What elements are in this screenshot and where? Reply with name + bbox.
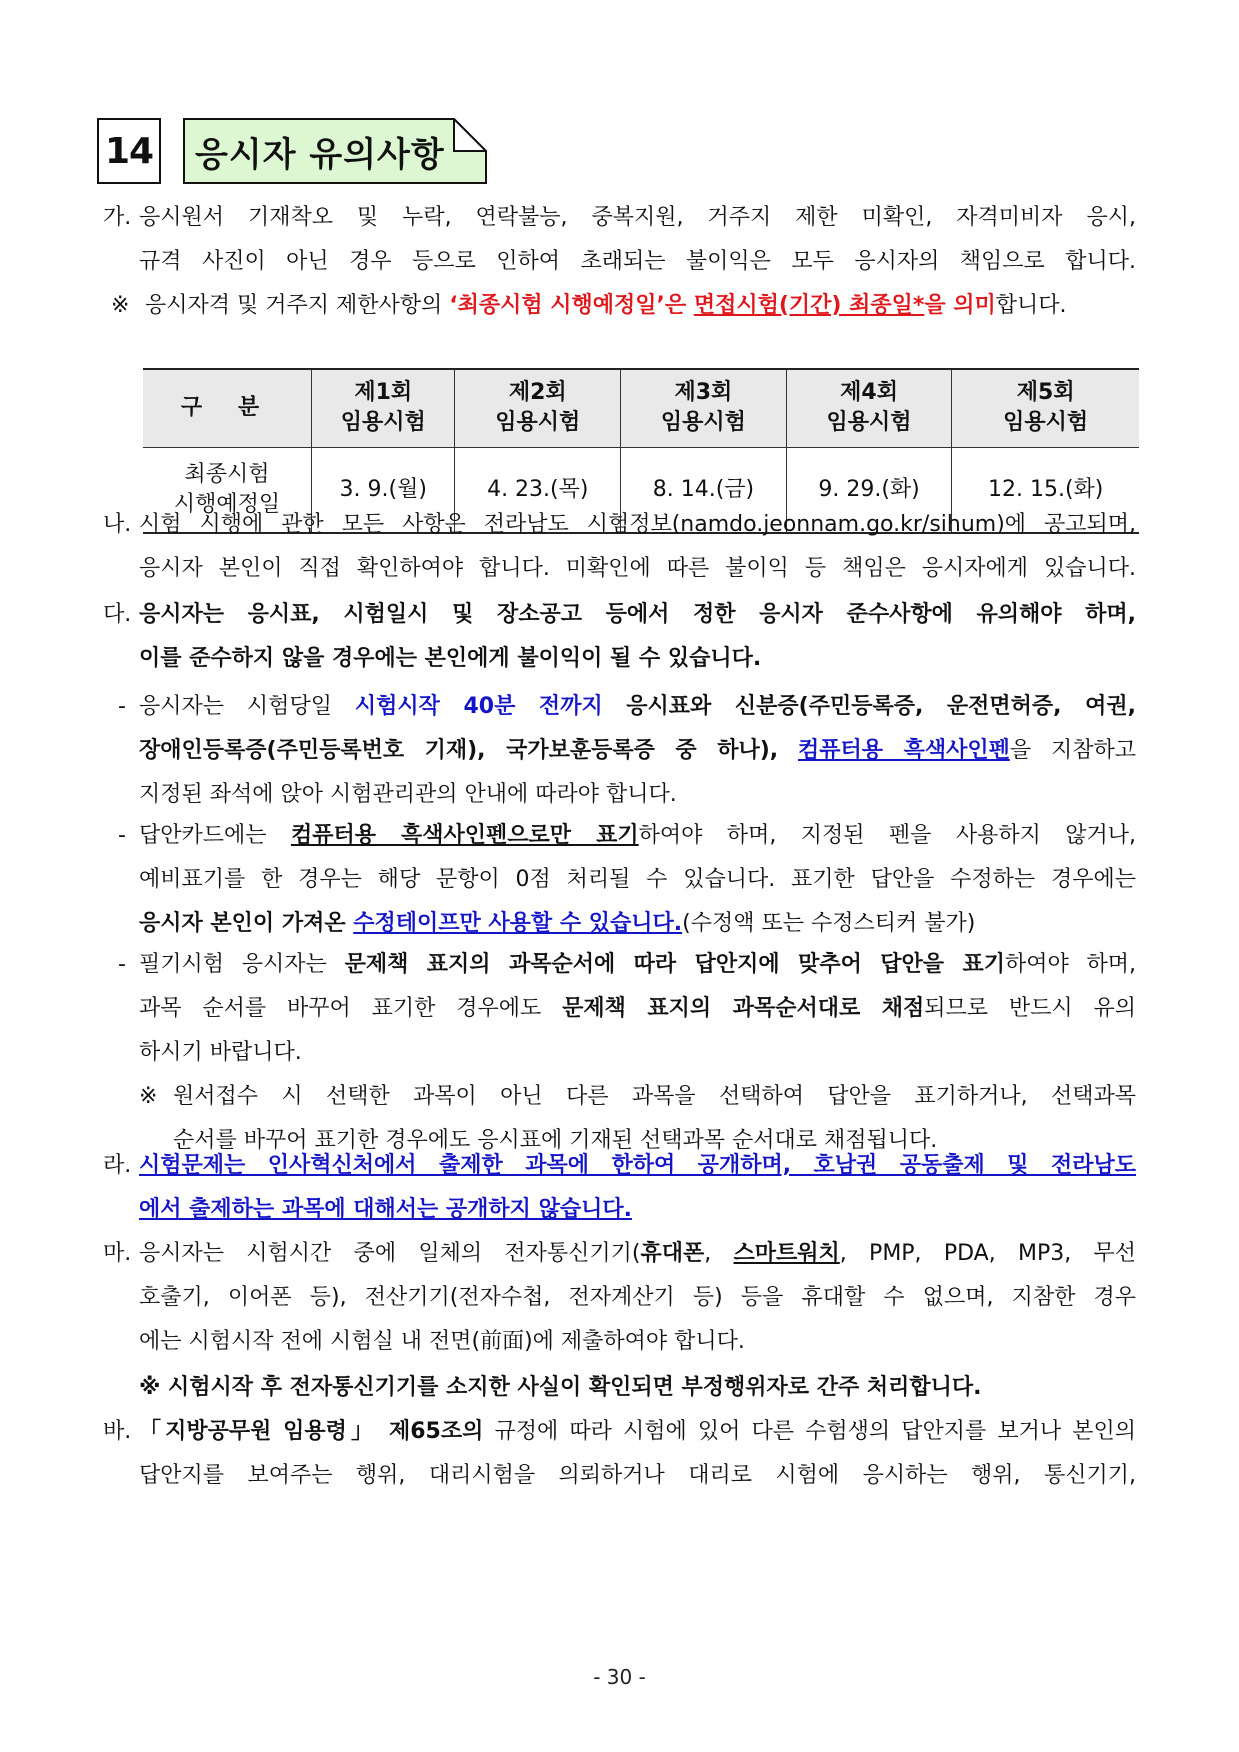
table-header-cell: 제4회 임용시험 [786, 369, 952, 447]
table-header-cell: 제1회 임용시험 [312, 369, 455, 447]
item-text: 에서 출제하는 과목에 대해서는 공개하지 않습니다. [139, 1197, 632, 1222]
item-text: 규격 사진이 아닌 경우 등으로 인하여 초래되는 불이익은 모두 응시자의 책임으로 합니다. [139, 249, 1136, 274]
item-text: 「지방공무원 임용령」 제65조의 규정에 따라 시험에 있어 다른 수험생의 답안지를 보거나 본인의 [139, 1419, 1136, 1444]
section-title-box [183, 118, 487, 184]
item-text: 응시자는 응시표, 시험일시 및 장소공고 등에서 정한 응시자 준수사항에 유의해야 하며, [139, 602, 1136, 627]
list-item: - 필기시험 응시자는 문제책 표지의 과목순서에 따라 답안지에 맞추어 답안을 표기하여야 하며, [118, 952, 1136, 977]
note-marker: ※ [111, 293, 130, 318]
item-da [103, 593, 1136, 681]
item-marker: 다. [103, 602, 132, 627]
list-item: - 답안카드에는 컴퓨터용 흑색사인펜으로만 표기하여야 하며, 지정된 펜을 사용하지 않거나, [118, 823, 1136, 848]
section-number-box: 14 [97, 118, 161, 184]
item-text: 시험 시행에 관한 모든 사항은 전라남도 시험정보(namdo.jeonnam.go.kr/sihum)에 공고되며, [139, 512, 1136, 537]
note-text: 응시자격 및 거주지 제한사항의 ‘최종시험 시행예정일’은 면접시험(기간) 최종일*을 의미합니다. [145, 293, 1067, 318]
table-header-cell: 제5회 임용시험 [952, 369, 1139, 447]
list-item: - 응시자는 시험당일 시험시작 40분 전까지 응시표와 신분증(주민등록증, 운전면허증, 여권, [118, 694, 1136, 719]
table-header-cell: 제2회 임용시험 [455, 369, 621, 447]
item-marker: 마. [103, 1241, 132, 1266]
table-cell: 12. 15.(화) [952, 447, 1139, 533]
item-marker: 나. [103, 512, 132, 537]
table-header-cell: 제3회 임용시험 [621, 369, 787, 447]
item-ga [103, 196, 1136, 328]
item-marker: 라. [103, 1153, 132, 1178]
item-text: 응시원서 기재착오 및 누락, 연락불능, 중복지원, 거주지 제한 미확인, 자격미비자 응시, [139, 205, 1136, 230]
item-text: 응시자는 시험시간 중에 일체의 전자통신기기(휴대폰, 스마트워치, PMP, PDA, MP3, 무선 [139, 1241, 1136, 1266]
page-number: - 30 - [593, 1665, 646, 1689]
item-na [103, 503, 1136, 591]
bullet-list: - 응시자는 시험당일 시험시작 40분 전까지 응시표와 신분증(주민등록증, 운전면허증, 여권, 장애인등록증(주민등록번호 기재), 국가보훈등록증 중 하나), 컴퓨터용 흑색사인펜을 지참하고 지정된 좌석에 앉아 시험관리관의 안내에 따라야 합니다. - 답안카드에는 컴퓨터용 흑색사인펜으로만 표기하여야 하며, 지정된 펜을 사용하지 않거나, 예비표기를 한 경우는 해당 문항이 0점 처리될 수 있습니다. 표기한 답안을 수정하는 경우에는 응시자 본인이 가져온 수정테이프만 사용할 수 있습니다.(수정액 또는 수정스티커 불가) - 필기시험 응시자는 문제책 표지의 과목순서에 따라 답안지에 맞추어 답안을 표기하여야 하며, 과목 순서를 바꾸어 표기한 경우에도 문제책 표지의 과목순서대로 채점되므로 반드시 유의 하시기 바랍니다. ※ 원서접수 시 선택한 과목이 아닌 다른 과목을 선택하여 답안을 표기하거나, 선택과목 순서를 바꾸어 표기한 경우에도 응시표에 기재된 선택과목 순서대로 채점됩니다. [103, 685, 1136, 1163]
item-marker: 바. [103, 1419, 132, 1444]
table-header-cell: 구 분 [143, 369, 312, 447]
item-text: 시험문제는 인사혁신처에서 출제한 과목에 한하여 공개하며, 호남권 공동출제 및 전라남도 [139, 1153, 1136, 1178]
table-row-label: 최종시험 시행예정일 [143, 447, 312, 533]
item-ba: 바. 「지방공무원 임용령」 제65조의 규정에 따라 시험에 있어 다른 수험생의 답안지를 보거나 본인의 답안지를 보여주는 행위, 대리시험을 의뢰하거나 대리로 시험에 응시하는 행위, 통신기기, [103, 1410, 1136, 1498]
warning-text: ※ 시험시작 후 전자통신기기를 소지한 사실이 확인되면 부정행위자로 간주 처리합니다. [139, 1375, 982, 1400]
section-title: 응시자 유의사항 [195, 134, 445, 175]
section-heading [97, 118, 487, 186]
table-cell: 4. 23.(목) [455, 447, 621, 533]
item-ma: 마. 응시자는 시험시간 중에 일체의 전자통신기기(휴대폰, 스마트워치, PMP, PDA, MP3, 무선 호출기, 이어폰 등), 전산기기(전자수첩, 전자계산기 등) 등을 휴대할 수 없으며, 지참한 경우 에는 시험시작 전에 시험실 내 전면(前面)에 제출하여야 합니다. ※ 시험시작 후 전자통신기기를 소지한 사실이 확인되면 부정행위자로 간주 처리합니다. [103, 1232, 1136, 1410]
note: ※ 원서접수 시 선택한 과목이 아닌 다른 과목을 선택하여 답안을 표기하거나, 선택과목 [139, 1084, 1136, 1109]
item-text: 응시자 본인이 직접 확인하여야 합니다. 미확인에 따른 불이익 등 책임은 응시자에게 있습니다. [139, 556, 1136, 581]
table-header-row [143, 369, 1139, 447]
item-ra [103, 1144, 1136, 1232]
table-cell: 3. 9.(월) [312, 447, 455, 533]
table-cell: 8. 14.(금) [621, 447, 787, 533]
item-text: 이를 준수하지 않을 경우에는 본인에게 불이익이 될 수 있습니다. [139, 646, 762, 671]
item-marker: 가. [103, 205, 132, 230]
table-cell: 9. 29.(화) [786, 447, 952, 533]
